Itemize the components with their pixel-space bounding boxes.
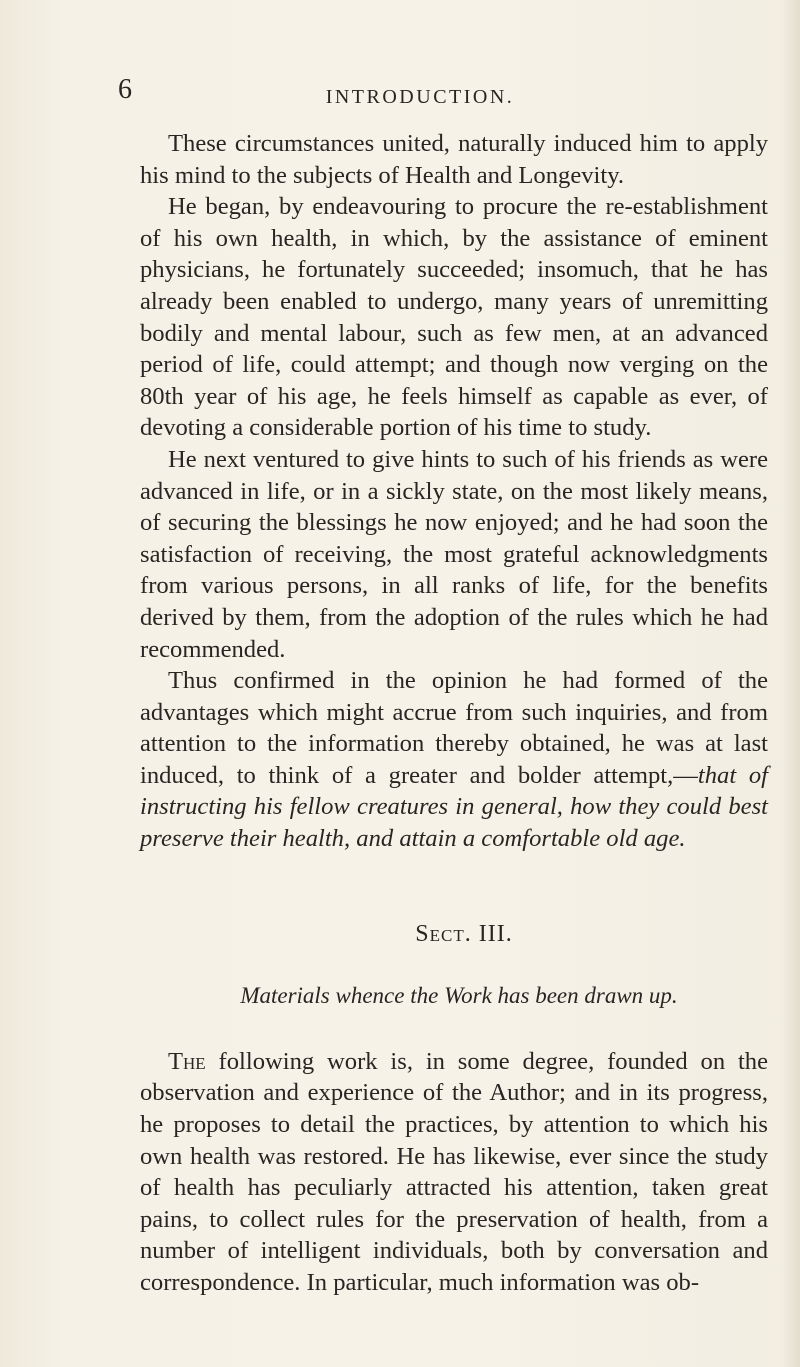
page-edge-shadow xyxy=(782,0,800,1367)
paragraph-2: He began, by endeavouring to procure the re-establishment of his own health, in which, by the assistance of eminent physicians, he fortunately succeeded; insomuch, that he has already been enabled to undergo, many years of unremitting bodily and mental labour, such as few men, at an advanced period of life, could attempt; and though now verging on the 80th year of his age, he feels himself as capable as ever, of devoting a considerable portion of his time to study. xyxy=(140,193,768,442)
section-paragraph-text: following work is, in some degree, founded on the observation and experience of the Author; and in its progress, he proposes to detail the practices, by attention to which his own health was restored. He has likewise, ever since the study of health has peculiarly attracted his attention, taken great pains, to collect rules for the preservation of health, from a number of intelligent individuals, both by conversation and correspondence. In particular, much information was ob- xyxy=(140,1047,769,1296)
paragraph-4-italic: that of instructing his fellow creatures in general, how they could best preserve their health, and attain a comfortable old age. xyxy=(140,761,768,853)
running-head: INTRODUCTION. xyxy=(325,86,515,108)
section-lead-word: The xyxy=(168,1047,206,1075)
section-subtitle: Materials whence the Work has been drawn up. xyxy=(240,983,678,1009)
paragraph-4 xyxy=(140,665,768,855)
page-number: 6 xyxy=(118,74,132,105)
paragraph-4-text: Thus confirmed in the opinion he had formed of the advantages which might accrue from such inquiries, and from attention to the information thereby obtained, he was at last induced, to think of a greater and bolder attempt,— xyxy=(140,667,768,789)
paragraph-1: These circumstances united, naturally induced him to apply his mind to the subjects of Health and Longevity. xyxy=(140,130,768,189)
body-text xyxy=(140,128,768,1299)
paragraph-3: He next ventured to give hints to such of his friends as were advanced in life, or in a sickly state, on the most likely means, of securing the blessings he now enjoyed; and he had soon the satisfaction of receiving, the most grateful acknowledgments from various persons, in all ranks of life, for the benefits derived by them, from the adoption of the rules which he had recommended. xyxy=(140,445,768,663)
section-heading: Sect. III. xyxy=(415,920,513,947)
section-paragraph xyxy=(140,1046,768,1299)
